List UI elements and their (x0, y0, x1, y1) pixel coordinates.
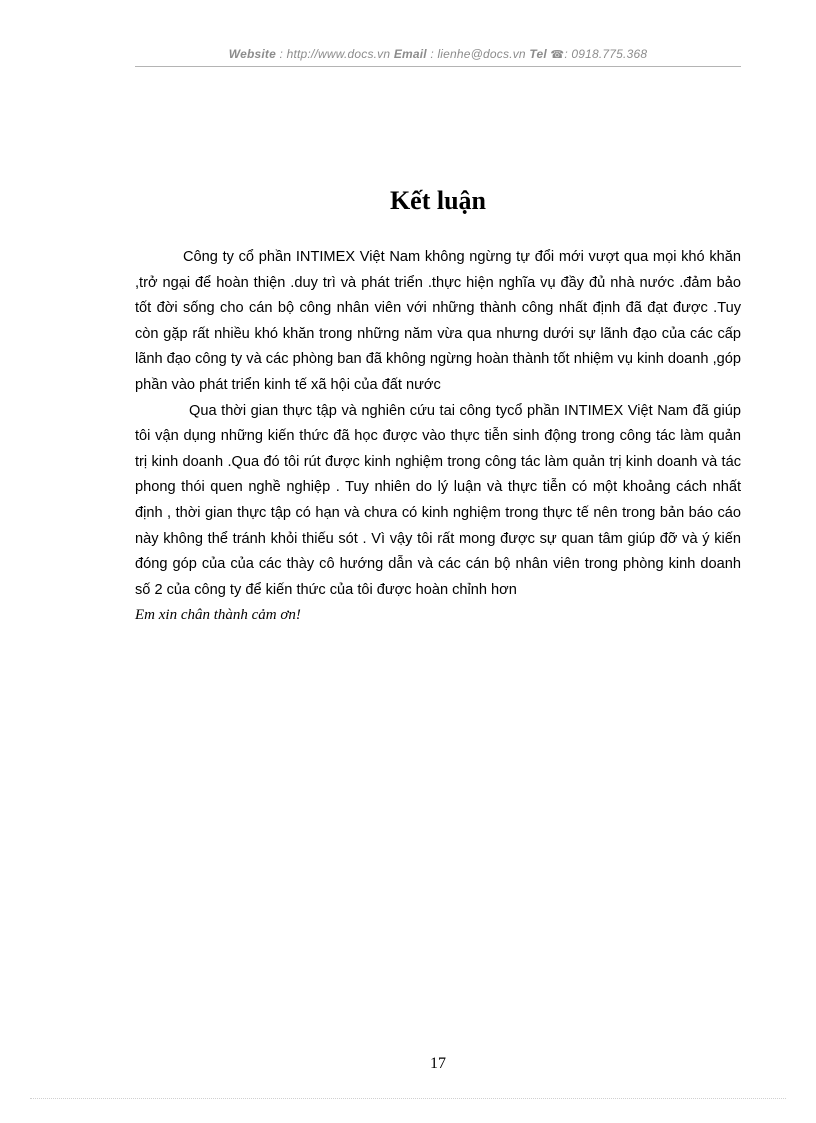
phone-icon: ☎ (550, 49, 565, 61)
page-header (135, 47, 741, 61)
page-title: Kết luận (389, 186, 487, 215)
document-body (135, 245, 741, 629)
website-label: Website (228, 47, 276, 61)
email-value: : lienhe@docs.vn (430, 47, 526, 61)
tel-label: Tel (529, 47, 547, 61)
website-value: : http://www.docs.vn (279, 47, 391, 61)
paragraph: Qua thời gian thực tập và nghiên cứu tai công tycổ phần INTIMEX Việt Nam đã giúp tôi vận dụng những kiến thức đã học được vào thực tiễn sinh động trong công tác làm quản trị kinh doanh .Qua đó tôi rút được kinh nghiệm trong công tác làm quản trị kinh doanh và tác phong thói quen nghề nghiệp . Tuy nhiên do lý luận và thực tiễn có một khoảng cách nhất định , thời gian thực tập có hạn và chưa có kinh nghiệm trong thực tế nên trong bản báo cáo này không thể tránh khỏi thiếu sót . Vì vậy tôi rất mong được sự quan tâm giúp đỡ và ý kiến đóng góp của của các thày cô hướng dẫn và các cán bộ nhân viên trong phòng kinh doanh số 2 của công ty để kiến thức của tôi được hoàn chỉnh hơn (135, 402, 741, 598)
closing-line: Em xin chân thành cảm ơn! (135, 607, 301, 624)
page-number: 17 (430, 1055, 446, 1072)
paragraph: Công ty cổ phần INTIMEX Việt Nam không ngừng tự đổi mới vượt qua mọi khó khăn ,trở ngại để hoàn thiện .duy trì và phát triển .thực hiện nghĩa vụ đầy đủ nhà nước .đảm bảo tốt đời sống cho cán bộ công nhân viên với những thành công nhất định đã đạt được .Tuy còn gặp rất nhiều khó khăn trong những năm vừa qua nhưng dưới sự lãnh đạo của các cấp lãnh đạo công ty và các phòng ban đã không ngừng hoàn thành tốt nhiệm vụ kinh doanh ,góp phần vào phát triển kinh tế xã hội của đất nước (135, 249, 741, 393)
tel-value: : 0918.775.368 (564, 47, 648, 61)
footer-divider (30, 1098, 786, 1099)
header-divider (135, 66, 741, 67)
email-label: Email (393, 47, 427, 61)
